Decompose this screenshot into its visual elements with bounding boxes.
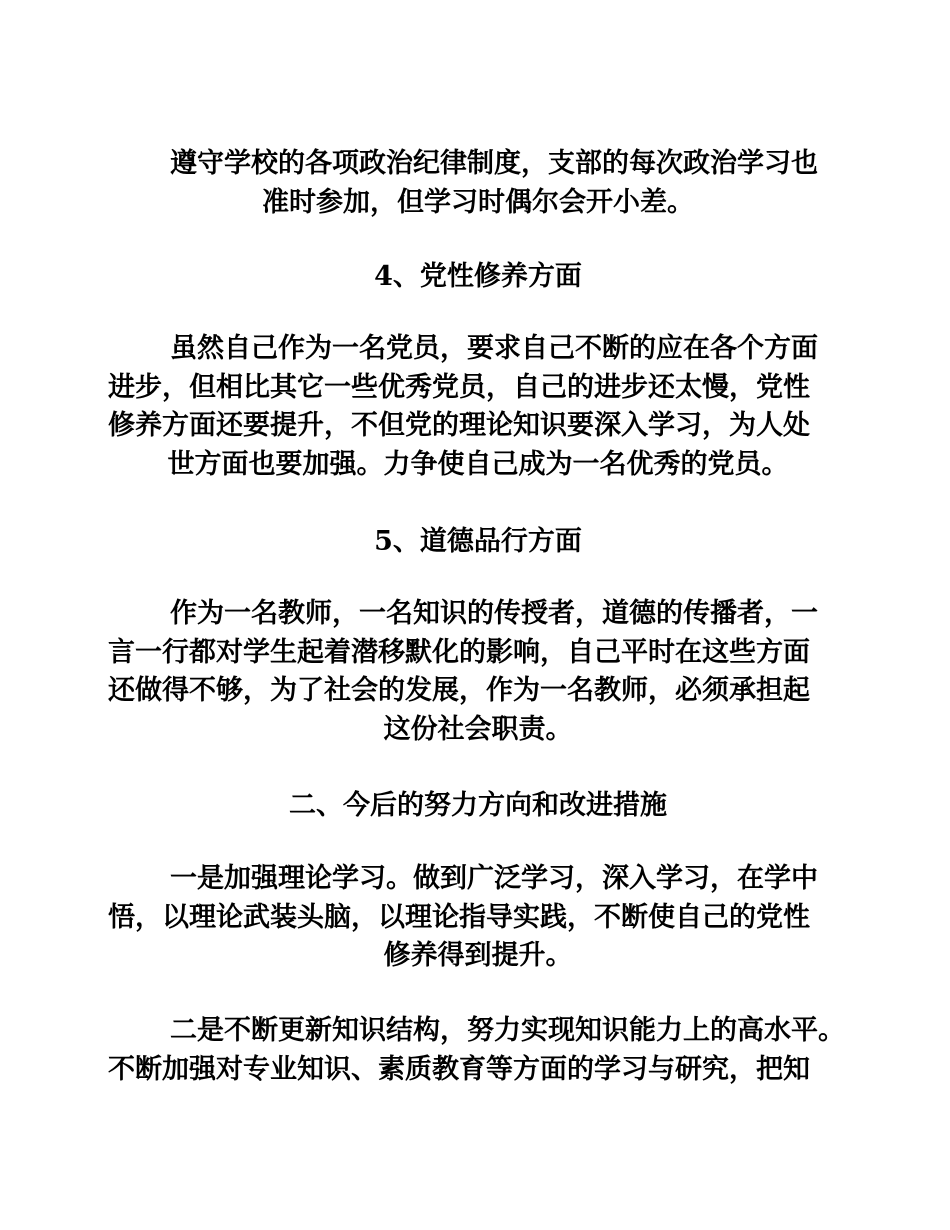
paragraph-line: 悟，以理论武装头脑，以理论指导实践，不断使自己的党性 (108, 901, 810, 933)
paragraph-line: 进步，但相比其它一些优秀党员，自己的进步还太慢，党性 (108, 371, 810, 403)
paragraph-knowledge (108, 1012, 848, 1089)
paragraph-party-spirit (108, 330, 848, 484)
section-heading-improvement (108, 787, 848, 826)
section-heading-morality (108, 523, 848, 562)
paragraph-line: 这份社会职责。 (383, 713, 573, 745)
paragraph-line: 修养方面还要提升，不但党的理论知识要深入学习，为人处 (108, 410, 810, 441)
section-heading: 4、党性修养方面 (374, 261, 582, 292)
paragraph-line: 一是加强理论学习。做到广泛学习，深入学习，在学中 (170, 863, 818, 894)
paragraph-line: 准时参加，但学习时偶尔会开小差。 (262, 186, 694, 218)
paragraph-line: 二是不断更新知识结构，努力实现知识能力上的高水平。 (170, 1015, 845, 1046)
paragraph-line: 修养得到提升。 (383, 940, 573, 971)
section-heading: 5、道德品行方面 (374, 526, 582, 557)
section-heading: 二、今后的努力方向和改进措施 (289, 790, 667, 821)
paragraph-discipline (108, 145, 848, 222)
paragraph-line: 还做得不够，为了社会的发展，作为一名教师，必须承担起 (108, 675, 810, 706)
paragraph-line: 不断加强对专业知识、素质教育等方面的学习与研究，把知 (108, 1053, 810, 1085)
paragraph-morality (108, 595, 848, 749)
paragraph-line: 世方面也要加强。力争使自己成为一名优秀的党员。 (167, 448, 789, 480)
paragraph-line: 虽然自己作为一名党员，要求自己不断的应在各个方面 (170, 333, 818, 364)
paragraph-theory-study (108, 860, 848, 976)
paragraph-line: 遵守学校的各项政治纪律制度，支部的每次政治学习也 (170, 148, 818, 179)
paragraph-line: 言一行都对学生起着潜移默化的影响，自己平时在这些方面 (108, 636, 810, 668)
paragraph-line: 作为一名教师，一名知识的传授者，道德的传播者，一 (170, 598, 818, 629)
section-heading-party-spirit (108, 258, 848, 297)
